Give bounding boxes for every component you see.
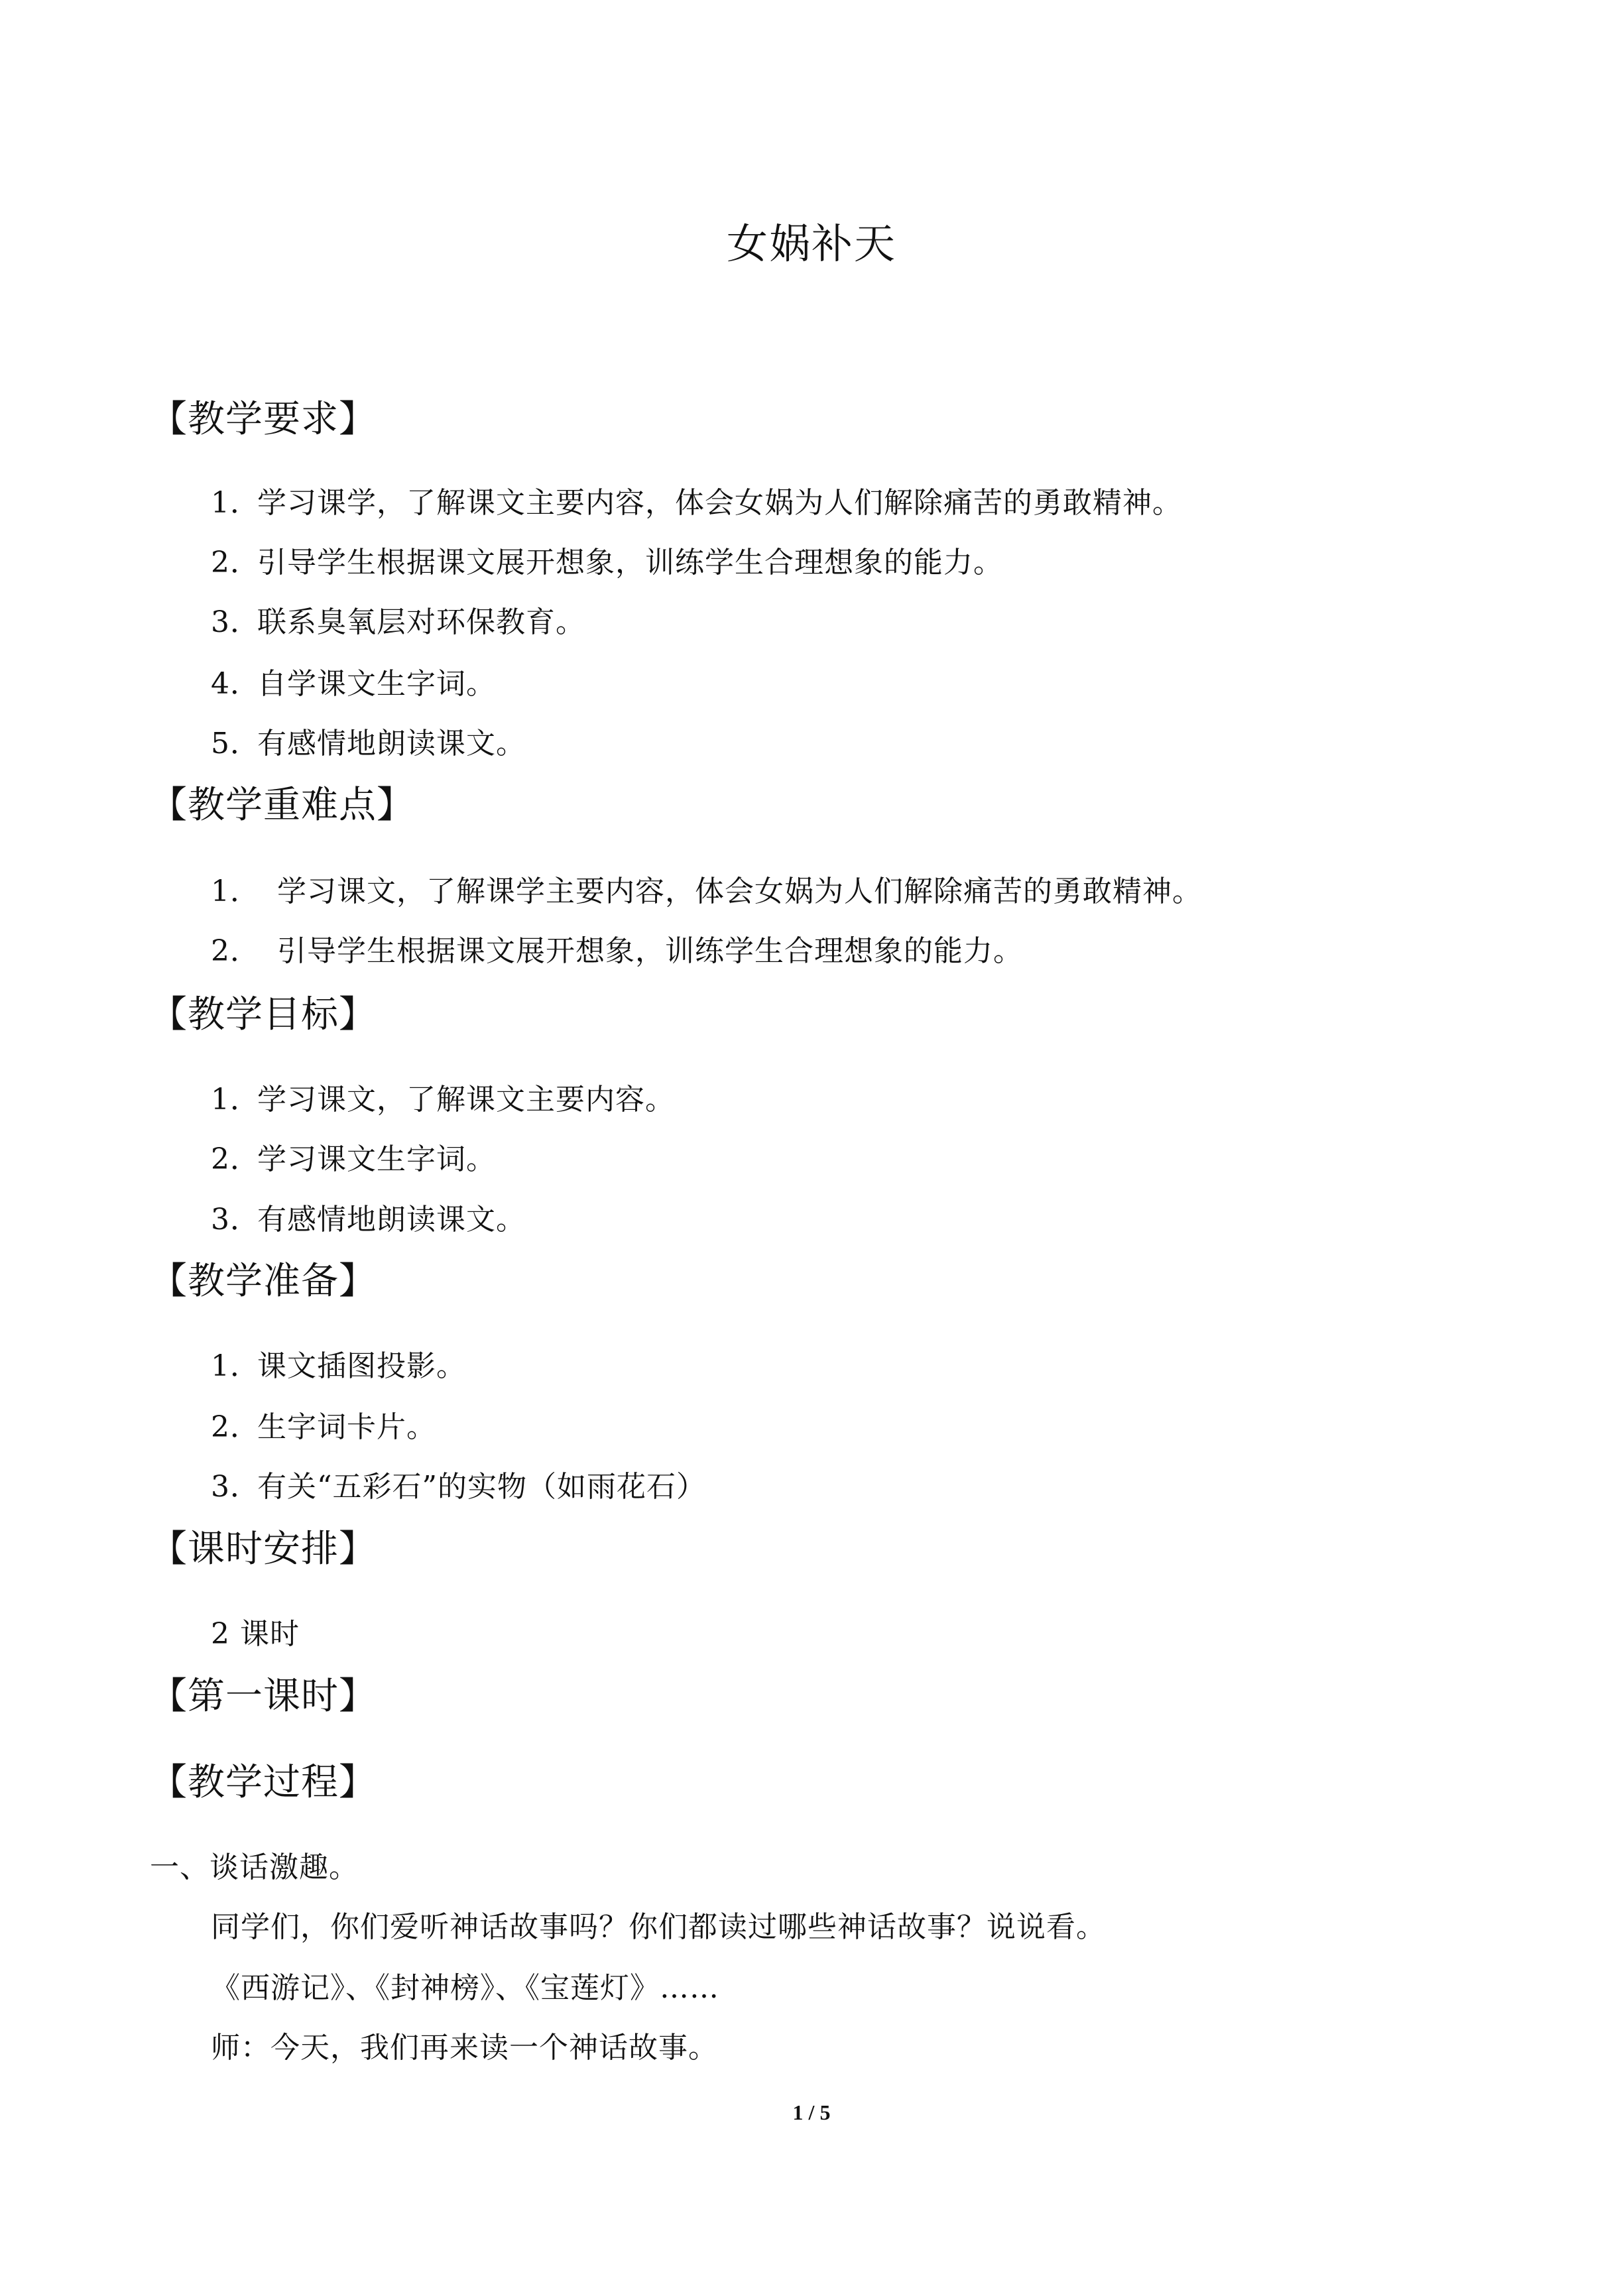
objective-item	[211, 1135, 496, 1178]
item-number: 1．	[211, 875, 260, 908]
process-step-title: 一、谈话激趣。	[150, 1850, 359, 1884]
requirement-item	[211, 538, 1003, 581]
heading-requirements: 【教学要求】	[150, 398, 377, 441]
preparation-item	[211, 1463, 706, 1505]
item-text: 引导学生根据课文展开想象，训练学生合理想象的能力。	[277, 934, 1023, 968]
heading-process: 【教学过程】	[150, 1761, 377, 1804]
item-text: 学习课文，了解课文主要内容。	[257, 1083, 675, 1117]
item-number: 1．	[211, 1083, 260, 1117]
page-number: 1 / 5	[792, 2100, 831, 2124]
preparation-item	[211, 1342, 466, 1384]
objective-item	[211, 1075, 675, 1118]
preparation-item	[211, 1403, 436, 1445]
item-text: 学习课文，了解课学主要内容，体会女娲为人们解除痛苦的勇敢精神。	[277, 875, 1202, 908]
item-text: 生字词卡片。	[257, 1410, 436, 1444]
item-text: 课文插图投影。	[257, 1349, 466, 1383]
item-number: 2．	[211, 1410, 260, 1444]
objective-item	[211, 1195, 526, 1238]
requirement-item	[211, 598, 585, 640]
key-point-item	[211, 867, 1202, 910]
requirement-item	[211, 660, 496, 702]
item-number: 4．	[211, 667, 260, 701]
heading-objectives: 【教学目标】	[150, 993, 377, 1036]
item-number: 2．	[211, 934, 260, 968]
item-number: 3．	[211, 1470, 260, 1504]
requirement-item	[211, 479, 1182, 521]
item-number: 2．	[211, 546, 260, 579]
item-number: 3．	[211, 1203, 260, 1237]
item-text: 学习课文生字词。	[257, 1142, 496, 1176]
item-text: 有关“五彩石”的实物（如雨花石）	[257, 1470, 706, 1504]
item-text: 有感情地朗读课文。	[257, 1203, 526, 1237]
heading-first-lesson: 【第一课时】	[150, 1675, 377, 1718]
item-text: 学习课学，了解课文主要内容，体会女娲为人们解除痛苦的勇敢精神。	[257, 486, 1182, 520]
process-paragraph: 《西游记》、《封神榜》、《宝莲灯》……	[211, 1971, 719, 2005]
requirement-item	[211, 719, 526, 762]
item-number: 2．	[211, 1142, 260, 1176]
item-text: 自学课文生字词。	[257, 667, 496, 701]
item-text: 有感情地朗读课文。	[257, 727, 526, 760]
schedule-text: 2 课时	[211, 1617, 300, 1651]
item-number: 3．	[211, 605, 260, 639]
item-text: 联系臭氧层对环保教育。	[257, 605, 585, 639]
item-text: 引导学生根据课文展开想象，训练学生合理想象的能力。	[257, 546, 1003, 579]
page-title: 女娲补天	[726, 219, 896, 268]
item-number: 5．	[211, 727, 260, 760]
heading-schedule: 【课时安排】	[150, 1528, 377, 1571]
heading-key-points: 【教学重难点】	[150, 784, 414, 827]
heading-preparation: 【教学准备】	[150, 1260, 377, 1303]
key-point-item	[211, 927, 1023, 969]
process-paragraph: 同学们，你们爱听神话故事吗？你们都读过哪些神话故事？说说看。	[211, 1910, 1106, 1944]
item-number: 1．	[211, 1349, 260, 1383]
item-number: 1．	[211, 486, 260, 520]
process-paragraph: 师：今天，我们再来读一个神话故事。	[211, 2031, 718, 2065]
